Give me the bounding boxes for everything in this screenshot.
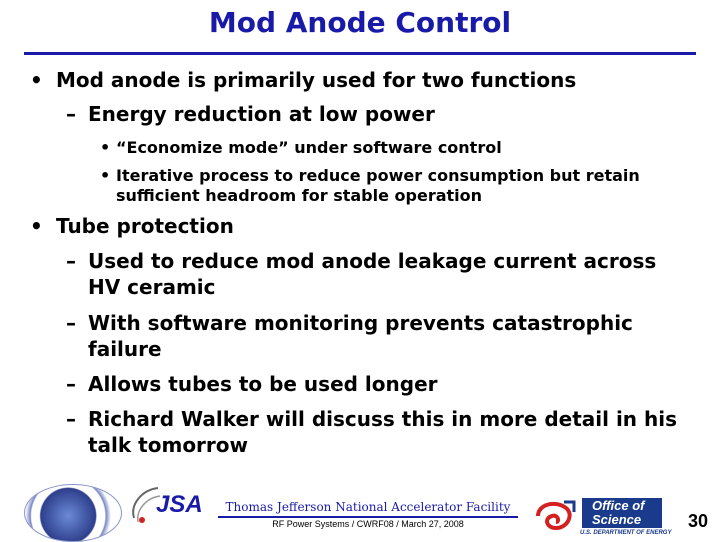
office-of-science-wordmark bbox=[582, 498, 662, 528]
bullet-marker: – bbox=[66, 102, 76, 126]
bullet-text: “Economize mode” under software control bbox=[116, 138, 502, 157]
doe-line-1: Office of bbox=[592, 498, 645, 513]
bullet-item bbox=[24, 372, 694, 396]
bullet-item bbox=[24, 406, 694, 458]
bullet-item bbox=[24, 214, 694, 238]
svg-text:JSA: JSA bbox=[156, 491, 203, 518]
bullet-item bbox=[24, 166, 694, 206]
bullet-text: Tube protection bbox=[56, 214, 234, 238]
bullet-item bbox=[24, 310, 694, 362]
bullet-text: Used to reduce mod anode leakage current across HV ceramic bbox=[88, 249, 657, 299]
conference-line: RF Power Systems / CWRF08 / March 27, 2008 bbox=[272, 519, 464, 529]
bullet-marker: • bbox=[100, 166, 111, 185]
bullet-marker: – bbox=[66, 311, 76, 335]
slide-title: Mod Anode Control bbox=[208, 6, 512, 39]
slide-footer bbox=[0, 478, 720, 540]
doe-line-2: Science bbox=[592, 512, 642, 527]
jsa-logo bbox=[128, 482, 218, 526]
bullet-item bbox=[24, 138, 694, 158]
doe-swirl-icon bbox=[534, 498, 578, 534]
bullet-marker: • bbox=[30, 68, 43, 92]
bullet-text: Energy reduction at low power bbox=[88, 102, 435, 126]
bullet-marker: – bbox=[66, 372, 76, 396]
bullet-marker: • bbox=[30, 214, 43, 238]
page-number: 30 bbox=[687, 511, 709, 531]
bullet-text: With software monitoring prevents catastrophic failure bbox=[88, 311, 633, 361]
bullet-text: Richard Walker will discuss this in more detail in his talk tomorrow bbox=[88, 407, 678, 457]
lab-name: Thomas Jefferson National Accelerator Facility bbox=[225, 500, 511, 514]
doe-subtitle: U.S. DEPARTMENT OF ENERGY bbox=[580, 530, 672, 536]
bullet-item bbox=[24, 102, 694, 126]
nuclear-physics-seal-logo bbox=[24, 484, 122, 542]
bullet-text: Iterative process to reduce power consumption but retain sufficient headroom for stable operation bbox=[116, 166, 640, 205]
bullet-marker: – bbox=[66, 249, 76, 273]
bullet-item bbox=[24, 248, 694, 300]
bullet-item bbox=[24, 68, 694, 92]
title-underline bbox=[24, 52, 696, 55]
slide-body bbox=[24, 68, 694, 458]
bullet-text: Mod anode is primarily used for two functions bbox=[56, 68, 577, 92]
footer-rule bbox=[218, 516, 518, 518]
office-of-science-logo bbox=[534, 498, 672, 540]
bullet-text: Allows tubes to be used longer bbox=[88, 372, 438, 396]
bullet-marker: • bbox=[100, 138, 111, 157]
bullet-marker: – bbox=[66, 407, 76, 431]
